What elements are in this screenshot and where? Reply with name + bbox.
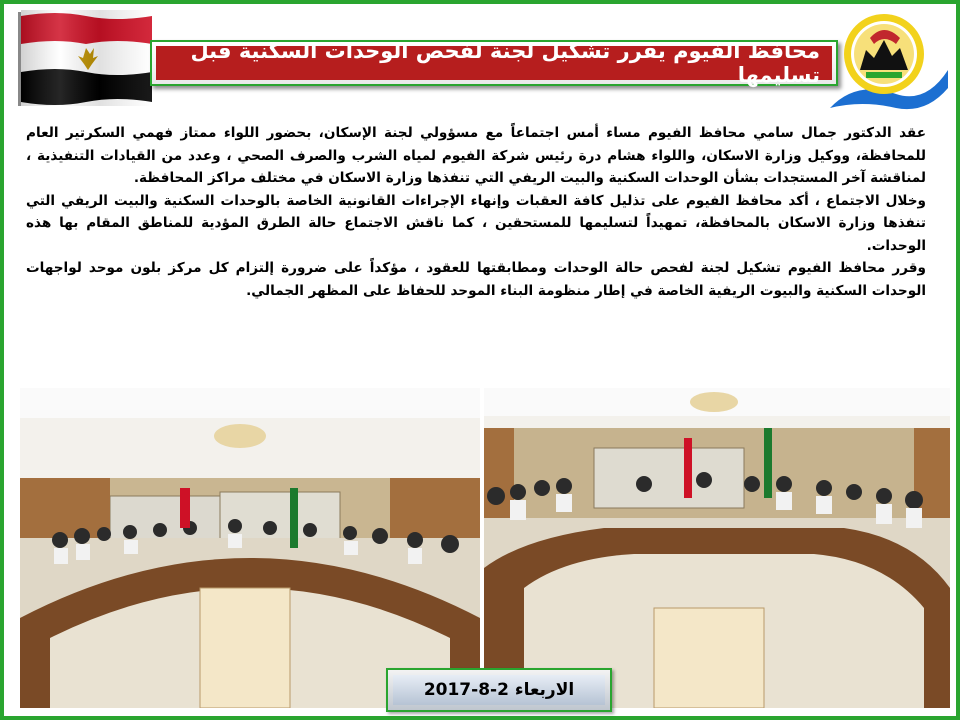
article-paragraph: وخلال الاجتماع ، أكد محافظ الفيوم على تذليل كافة العقبات وإنهاء الإجراءات القانونية الخاصة بالوحدات السكنية والبيت الريفي التي تنفذها وزارة الاسكان بالمحافظة، تمهيداً لتسليمها للمستحقين ، كما ناقش الاجتماع حالة الطرق المؤدية للمناطق المقام بها هذه الوحدات. [26, 192, 926, 254]
meeting-photo-left [20, 388, 480, 708]
article-paragraph: وقرر محافظ الفيوم تشكيل لجنة لفحص حالة الوحدات ومطابقتها للعقود ، مؤكداً على ضرورة إلتزام كل مركز بلون موحد لواجهات الوحدات السكنية والبيوت الريفية الخاصة في إطار منظومة البناء الموحد للحفاظ على المظهر الجمالي. [26, 260, 926, 299]
meeting-photo-right [484, 388, 950, 708]
egypt-flag-image [16, 10, 152, 106]
governorate-logo-image [826, 10, 950, 114]
article-body [26, 122, 926, 302]
page-title: محافظ الفيوم يقرر تشكيل لجنة لفحص الوحدات السكنية قبل تسليمها [156, 46, 832, 80]
title-banner [150, 40, 838, 86]
date-badge [386, 668, 612, 712]
photo-gallery [20, 388, 950, 708]
article-paragraph: عقد الدكتور جمال سامي محافظ الفيوم مساء أمس اجتماعاً مع مسؤولي لجنة الإسكان، بحضور اللواء ممتاز فهمي السكرتير العام للمحافظة، ووكيل وزارة الاسكان، واللواء هشام درة رئيس شركة الفيوم لمياه الشرب والصرف الصحي ، وعدد من القيادات التنفيذية ، لمناقشة آخر المستجدات بشأن الوحدات السكنية والبيت الريفي التي تنفذها وزارة الاسكان في مختلف مراكز المحافظة. [26, 125, 926, 186]
publish-date: الاربعاء 2-8-2017 [393, 675, 605, 705]
